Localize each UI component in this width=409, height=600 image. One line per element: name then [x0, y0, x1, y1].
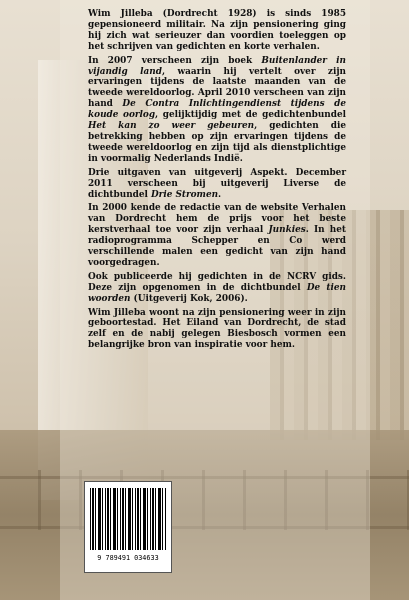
bio-text: (Uitgeverij Kok, 2006).: [130, 293, 248, 304]
bio-paragraph-5: [88, 272, 346, 305]
book-title: Drie Stromen: [150, 189, 219, 200]
bio-paragraph-4: [88, 203, 346, 268]
book-title: De tien woorden: [88, 282, 346, 304]
isbn-barcode: [84, 481, 172, 573]
bio-text: Drie uitgaven van uitgeverij Aspekt. December 2011 verscheen bij uitgeverij Liverse de dichtbundel: [88, 167, 346, 200]
bio-text: , gedichten die betrekking hebben op zijn ervaringen tijdens de tweede wereldoorlog en zijn tijd als dienstplichtige in voormalig Nederlands Indië.: [88, 121, 346, 164]
author-biography: [88, 9, 346, 354]
bio-paragraph-3: [88, 168, 346, 201]
book-title: Buitenlander in vijandig land: [88, 55, 347, 77]
bio-text: Ook publiceerde hij gedichten in de NCRV gids. Deze zijn opgenomen in de dichtbundel: [88, 271, 346, 293]
barcode-bars: [90, 488, 166, 550]
bio-text: In 2000 kende de redactie van de website Verhalen van Dordrecht hem de prijs voor het beste kerstverhaal toe voor zijn verhaal: [88, 203, 346, 236]
bio-text: , waarin hij vertelt over zijn ervaringen tijdens de laatste maanden van de tweede wereldoorlog. April 2010 verscheen van zijn hand: [88, 66, 346, 110]
bio-text: . In het radioprogramma Schepper en Co werd verschillende malen een gedicht van zijn hand voorgedragen.: [88, 225, 346, 268]
story-title: Junkies: [268, 225, 306, 236]
bio-text: Wim Jilleba (Dordrecht 1928) is sinds 1985 gepensioneerd militair. Na zijn pensionering ging hij zich wat serieuzer dan voordien toeleggen op het schrijven van gedichten en korte verhalen.: [88, 9, 346, 52]
book-title: Het kan zo weer gebeuren: [88, 121, 255, 132]
bio-text: In 2007 verscheen zijn boek: [88, 55, 262, 66]
bio-paragraph-6: [88, 308, 346, 352]
barcode-digits: 9 789491 034633: [97, 554, 159, 562]
book-title: De Contra Inlichtingendienst tijdens de koude oorlog: [88, 99, 346, 121]
bio-paragraph-1: [88, 9, 346, 53]
bio-text: Wim Jilleba woont na zijn pensionering weer in zijn geboortestad. Het Eiland van Dordrecht, de stad zelf en de nabij gelegen Biesbosch vormen een belangrijke bron van inspiratie voor hem.: [88, 307, 346, 351]
bio-text: , gelijktijdig met de gedichtenbundel: [155, 110, 346, 121]
bio-text: .: [218, 189, 222, 200]
bio-paragraph-2: [88, 56, 346, 165]
